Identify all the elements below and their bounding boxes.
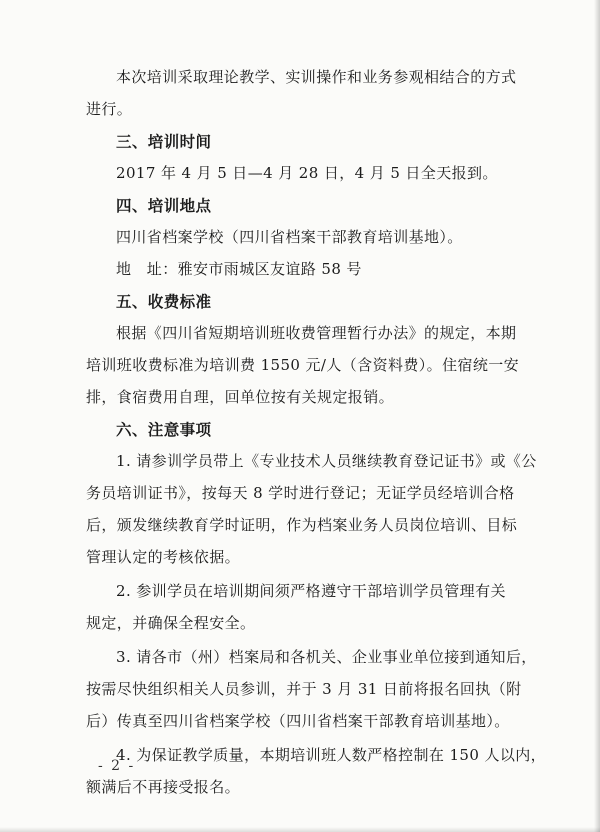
section-heading-training-time: 三、培训时间 xyxy=(116,133,212,151)
text-line: 务员培训证书》，按每天 8 学时进行登记；无证学员经培训合格 xyxy=(86,484,515,502)
text-line: 排，食宿费用自理，回单位按有关规定报销。 xyxy=(86,388,395,406)
text-line: 按需尽快组织相关人员参训，并于 3 月 31 日前将报名回执（附 xyxy=(86,680,522,698)
text-line: 规定，并确保全程安全。 xyxy=(86,614,256,632)
text-line: 进行。 xyxy=(86,100,133,118)
section-heading-notes: 六、注意事项 xyxy=(116,421,212,439)
text-line: 后，颁发继续教育学时证明，作为档案业务人员岗位培训、目标 xyxy=(86,516,518,534)
page-number: - 2 - xyxy=(98,758,136,774)
text-line: 四川省档案学校（四川省档案干部教育培训基地）。 xyxy=(116,228,463,246)
text-line: 2. 参训学员在培训期间须严格遵守干部培训学员管理有关 xyxy=(116,582,506,600)
text-line: 额满后不再接受报名。 xyxy=(86,778,241,796)
text-line: 后）传真至四川省档案学校（四川省档案干部教育培训基地）。 xyxy=(86,712,510,730)
text-line: 根据《四川省短期培训班收费管理暂行办法》的规定，本期 xyxy=(116,324,517,342)
text-line: 3. 请各市（州）档案局和各机关、企业事业单位接到通知后， xyxy=(116,648,537,666)
text-line: 1. 请参训学员带上《专业技术人员继续教育登记证书》或《公 xyxy=(116,452,537,470)
address-line: 地 址：雅安市雨城区友谊路 58 号 xyxy=(116,260,362,278)
text-line: 管理认定的考核依据。 xyxy=(86,548,241,566)
text-line: 本次培训采取理论教学、实训操作和业务参观相结合的方式 xyxy=(116,68,517,86)
text-line: 培训班收费标准为培训费 1550 元/人（含资料费）。住宿统一安 xyxy=(86,356,520,374)
section-heading-training-location: 四、培训地点 xyxy=(116,197,212,215)
text-line: 4. 为保证教学质量，本期培训班人数严格控制在 150 人以内， xyxy=(116,746,547,764)
scan-edge-shadow xyxy=(594,0,600,832)
text-line: 2017 年 4 月 5 日—4 月 28 日，4 月 5 日全天报到。 xyxy=(116,164,498,182)
section-heading-fee-standard: 五、收费标准 xyxy=(116,293,212,311)
scan-edge-shadow xyxy=(0,827,600,832)
